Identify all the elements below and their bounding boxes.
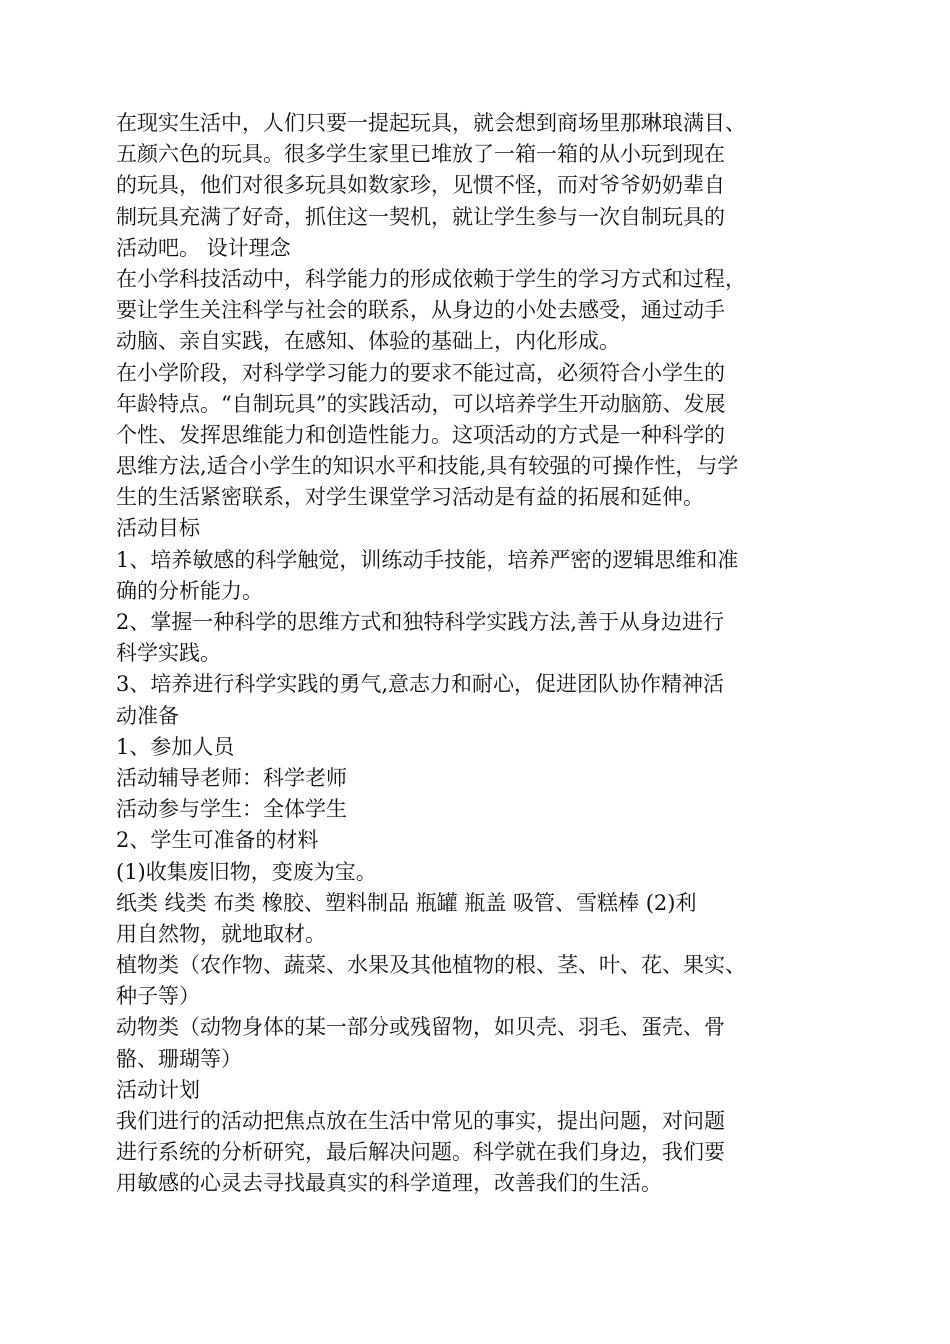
text-line: 生的生活紧密联系，对学生课堂学习活动是有益的拓展和延伸。: [116, 485, 704, 510]
text-line: 在小学科技活动中，科学能力的形成依赖于学生的学习方式和过程，: [116, 266, 746, 291]
text-line: 种子等）: [116, 984, 200, 1009]
text-line: 活动辅导老师：科学老师: [116, 765, 347, 790]
text-line: 的玩具，他们对很多玩具如数家珍，见惯不怪，而对爷爷奶奶辈自: [116, 173, 725, 198]
text-line: 制玩具充满了好奇，抓住这一契机，就让学生参与一次自制玩具的: [116, 204, 725, 229]
text-line: 1、培养敏感的科学触觉，训练动手技能，培养严密的逻辑思维和准: [116, 547, 739, 572]
text-line: 纸类 线类 布类 橡胶、塑料制品 瓶罐 瓶盖 吸管、雪糕棒 (2)利: [116, 890, 697, 915]
text-line: 骼、珊瑚等）: [116, 1046, 242, 1071]
text-line: 用自然物，就地取材。: [116, 921, 326, 946]
text-line: 动物类（动物身体的某一部分或残留物，如贝壳、羽毛、蛋壳、骨: [116, 1015, 725, 1040]
text-line: 2、掌握一种科学的思维方式和独特科学实践方法,善于从身边进行: [116, 610, 725, 634]
text-line: 1、参加人员: [116, 734, 235, 759]
text-line: 我们进行的活动把焦点放在生活中常见的事实，提出问题，对问题: [116, 1109, 725, 1133]
text-line: 3、培养进行科学实践的勇气,意志力和耐心，促进团队协作精神活: [116, 672, 725, 697]
text-line: 在现实生活中，人们只要一提起玩具，就会想到商场里那琳琅满目、: [116, 111, 746, 135]
text-line: 年龄特点。“自制玩具”的实践活动，可以培养学生开动脑筋、发展: [116, 391, 726, 416]
text-line: 五颜六色的玩具。很多学生家里已堆放了一箱一箱的从小玩到现在: [116, 142, 725, 167]
text-line: 活动计划: [116, 1077, 200, 1102]
text-line: 个性、发挥思维能力和创造性能力。这项活动的方式是一种科学的: [116, 422, 725, 447]
text-line: 动脑、亲自实践，在感知、体验的基础上，内化形成。: [116, 329, 620, 354]
text-line: 确的分析能力。: [116, 578, 263, 603]
text-line: (1)收集废旧物，变废为宝。: [116, 859, 377, 884]
text-line: 动准备: [116, 703, 179, 728]
document-body: [116, 108, 876, 1200]
text-line: 活动参与学生：全体学生: [116, 797, 347, 822]
text-line: 活动吧。 设计理念: [116, 235, 291, 260]
text-line: 2、学生可准备的材料: [116, 828, 319, 853]
text-line: 要让学生关注科学与社会的联系，从身边的小处去感受，通过动手: [116, 298, 725, 323]
text-line: 在小学阶段，对科学学习能力的要求不能过高，必须符合小学生的: [116, 360, 725, 385]
text-line: 科学实践。: [116, 641, 221, 666]
text-line: 植物类（农作物、蔬菜、水果及其他植物的根、茎、叶、花、果实、: [116, 953, 746, 978]
text-line: 用敏感的心灵去寻找最真实的科学道理，改善我们的生活。: [116, 1171, 662, 1196]
text-line: 进行系统的分析研究，最后解决问题。科学就在我们身边，我们要: [116, 1140, 725, 1165]
text-line: 活动目标: [116, 516, 200, 541]
text-line: 思维方法,适合小学生的知识水平和技能,具有较强的可操作性，与学: [116, 454, 739, 479]
